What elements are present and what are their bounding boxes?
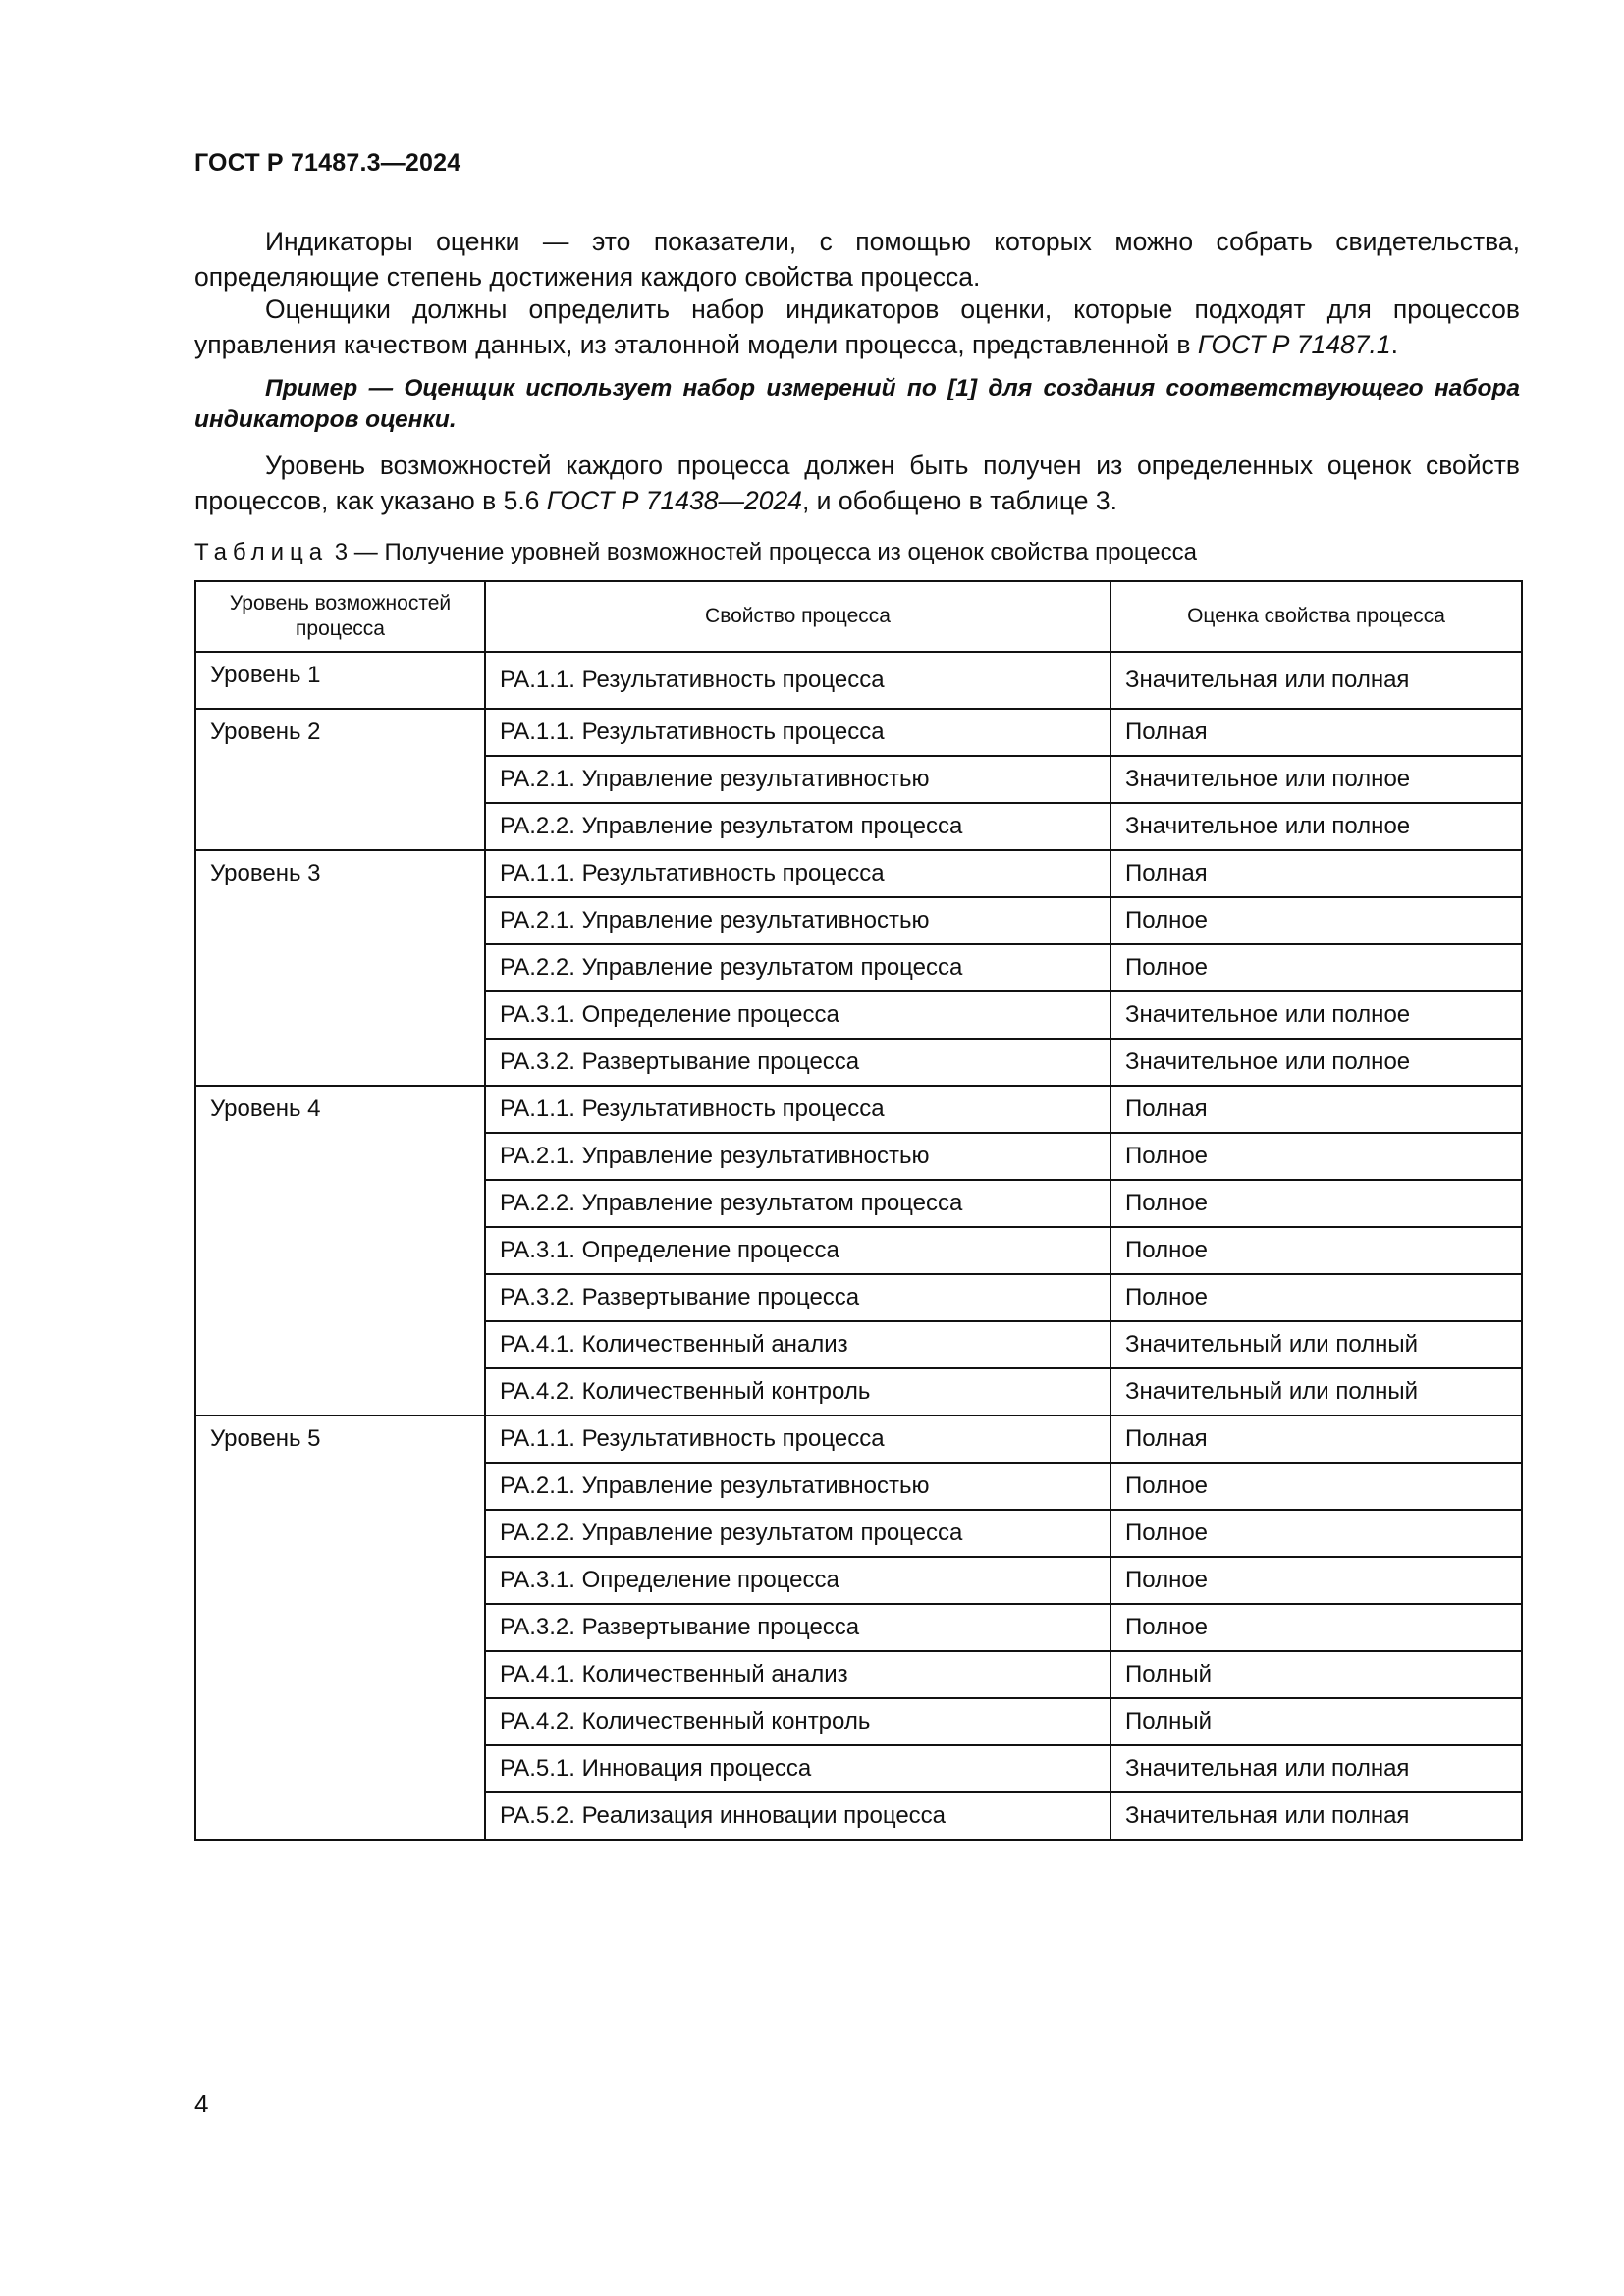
cell-attribute: PA.3.2. Развертывание процесса: [485, 1274, 1110, 1321]
page-number: 4: [194, 2089, 209, 2118]
cell-attribute: PA.1.1. Результативность процесса: [485, 1086, 1110, 1133]
cell-rating: Значительное или полное: [1110, 1039, 1522, 1086]
cell-attribute: PA.2.2. Управление результатом процесса: [485, 944, 1110, 991]
table-caption-text: 3 — Получение уровней возможностей процесса из оценок свойства процесса: [334, 539, 1197, 565]
cell-attribute: PA.2.2. Управление результатом процесса: [485, 1180, 1110, 1227]
cell-rating: Значительный или полный: [1110, 1321, 1522, 1368]
table-row: [195, 652, 1522, 709]
table-row: [195, 1086, 1522, 1133]
cell-rating: Полное: [1110, 1133, 1522, 1180]
cell-rating: Полный: [1110, 1651, 1522, 1698]
cell-attribute: PA.3.1. Определение процесса: [485, 991, 1110, 1039]
paragraph-text-part: Оценщики должны определить набор индикаторов оценки, которые подходят для процессов управления качеством данных, из эталонной модели процесса, представленной в: [194, 294, 1520, 359]
cell-attribute: PA.2.1. Управление результативностью: [485, 756, 1110, 803]
cell-rating: Полное: [1110, 1180, 1522, 1227]
table-row: [195, 850, 1522, 897]
cell-attribute: PA.3.2. Развертывание процесса: [485, 1039, 1110, 1086]
cell-attribute: PA.4.1. Количественный анализ: [485, 1651, 1110, 1698]
cell-attribute: PA.1.1. Результативность процесса: [485, 652, 1110, 709]
cell-attribute: PA.2.2. Управление результатом процесса: [485, 803, 1110, 850]
cell-level: Уровень 3: [195, 850, 485, 1086]
cell-level: Уровень 1: [195, 652, 485, 709]
cell-rating: Полное: [1110, 1463, 1522, 1510]
cell-rating: Значительный или полный: [1110, 1368, 1522, 1415]
header-attribute: Свойство процесса: [485, 581, 1110, 652]
cell-attribute: PA.2.1. Управление результативностью: [485, 1133, 1110, 1180]
paragraph-text: Индикаторы оценки — это показатели, с помощью которых можно собрать свидетельства, определяющие степень достижения каждого свойства процесса.: [194, 227, 1520, 292]
cell-level: Уровень 5: [195, 1415, 485, 1840]
table-row: [195, 1415, 1522, 1463]
table-header-row: [195, 581, 1522, 652]
cell-attribute: PA.4.2. Количественный контроль: [485, 1368, 1110, 1415]
table-row: [195, 709, 1522, 756]
cell-rating: Значительное или полное: [1110, 756, 1522, 803]
header-level: Уровень возможностей процесса: [195, 581, 485, 652]
capability-table: [194, 580, 1523, 1841]
cell-rating: Полное: [1110, 1274, 1522, 1321]
document-header: ГОСТ Р 71487.3—2024: [194, 149, 461, 177]
cell-rating: Полное: [1110, 1510, 1522, 1557]
cell-rating: Значительная или полная: [1110, 652, 1522, 709]
table-caption-word: Таблица: [194, 539, 329, 565]
cell-attribute: PA.4.1. Количественный анализ: [485, 1321, 1110, 1368]
paragraph-text-part: .: [1390, 330, 1398, 359]
cell-rating: Полная: [1110, 709, 1522, 756]
paragraph-assessment-indicators: [194, 224, 1520, 294]
cell-rating: Полное: [1110, 897, 1522, 944]
paragraph-text-part: Уровень возможностей каждого процесса должен быть получен из определенных оценок свойств процессов, как указано в 5.6: [194, 451, 1520, 515]
example-note: Пример — Оценщик использует набор измерений по [1] для создания соответствующего набора индикаторов оценки.: [194, 375, 1520, 433]
cell-attribute: PA.1.1. Результативность процесса: [485, 709, 1110, 756]
cell-rating: Полное: [1110, 1557, 1522, 1604]
paragraph-capability-level: [194, 448, 1520, 518]
cell-attribute: PA.5.2. Реализация инновации процесса: [485, 1792, 1110, 1840]
cell-rating: Полное: [1110, 1604, 1522, 1651]
cell-rating: Значительное или полное: [1110, 991, 1522, 1039]
cell-rating: Полная: [1110, 1086, 1522, 1133]
cell-rating: Полный: [1110, 1698, 1522, 1745]
paragraph-text: [194, 448, 1520, 518]
cell-attribute: PA.1.1. Результативность процесса: [485, 1415, 1110, 1463]
table-caption: [194, 539, 1197, 566]
header-rating: Оценка свойства процесса: [1110, 581, 1522, 652]
cell-rating: Значительная или полная: [1110, 1792, 1522, 1840]
table-body: [195, 652, 1522, 1840]
cell-rating: Значительное или полное: [1110, 803, 1522, 850]
cell-attribute: PA.1.1. Результативность процесса: [485, 850, 1110, 897]
cell-attribute: PA.2.2. Управление результатом процесса: [485, 1510, 1110, 1557]
cell-rating: Полная: [1110, 1415, 1522, 1463]
paragraph-text: [194, 292, 1520, 362]
cell-attribute: PA.4.2. Количественный контроль: [485, 1698, 1110, 1745]
cell-level: Уровень 2: [195, 709, 485, 850]
cell-attribute: PA.3.1. Определение процесса: [485, 1557, 1110, 1604]
cell-attribute: PA.3.2. Развертывание процесса: [485, 1604, 1110, 1651]
cell-rating: Полная: [1110, 850, 1522, 897]
cell-attribute: PA.2.1. Управление результативностью: [485, 1463, 1110, 1510]
cell-attribute: PA.2.1. Управление результативностью: [485, 897, 1110, 944]
standard-reference: ГОСТ Р 71487.1: [1197, 330, 1391, 359]
cell-rating: Значительная или полная: [1110, 1745, 1522, 1792]
cell-attribute: PA.5.1. Инновация процесса: [485, 1745, 1110, 1792]
cell-attribute: PA.3.1. Определение процесса: [485, 1227, 1110, 1274]
paragraph-text-part: , и обобщено в таблице 3.: [801, 486, 1117, 515]
cell-rating: Полное: [1110, 1227, 1522, 1274]
cell-rating: Полное: [1110, 944, 1522, 991]
standard-reference: ГОСТ Р 71438—2024: [546, 486, 802, 515]
paragraph-assessors: [194, 292, 1520, 362]
cell-level: Уровень 4: [195, 1086, 485, 1415]
